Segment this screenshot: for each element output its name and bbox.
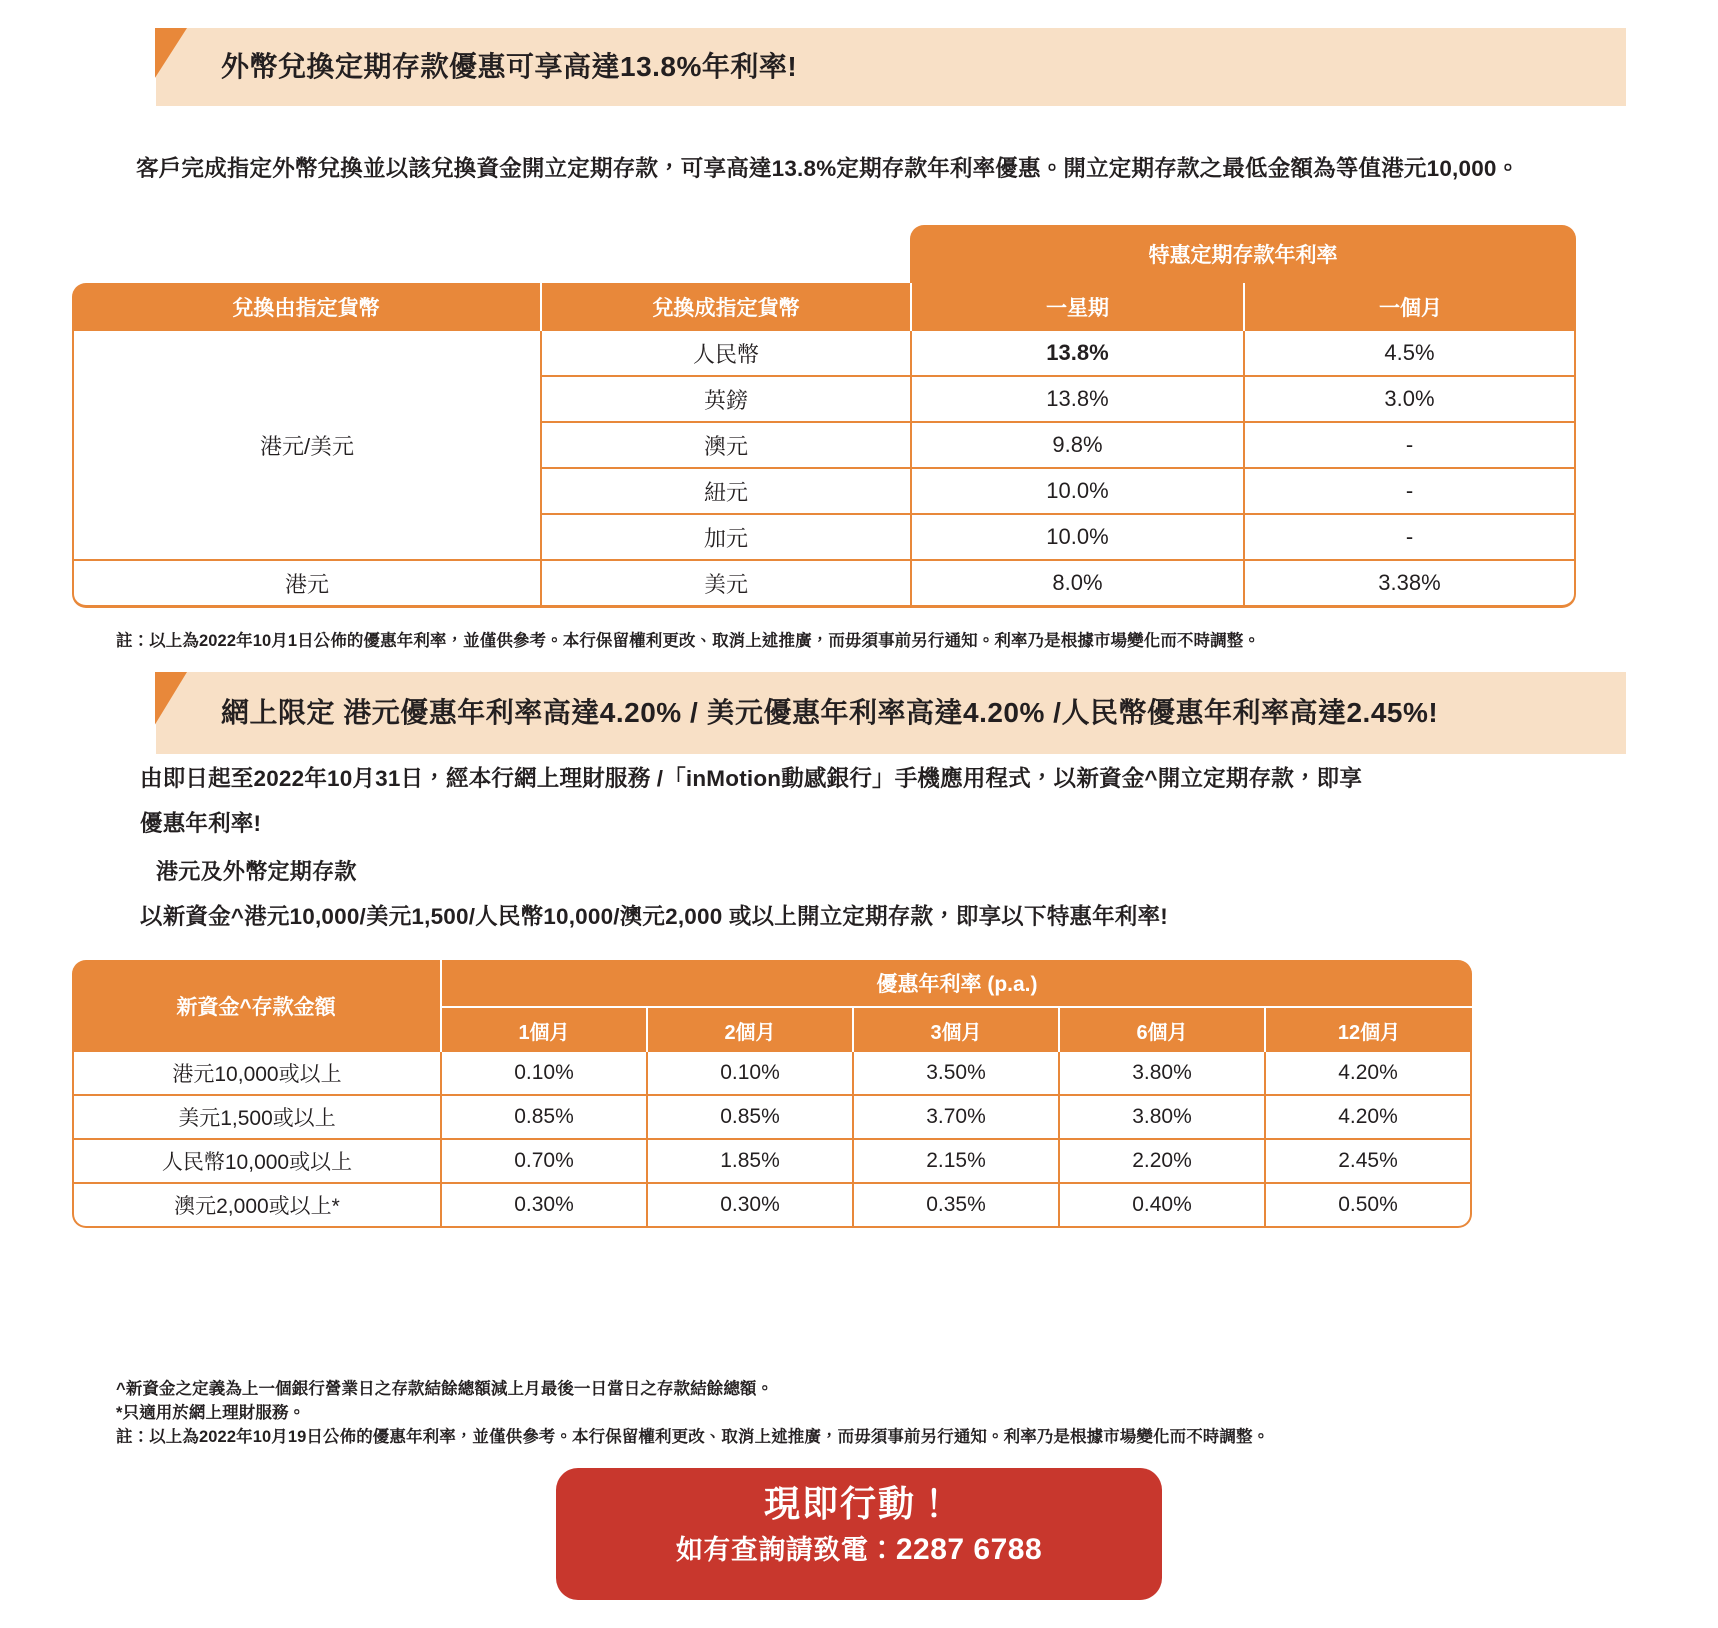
cell-rate-1month: -	[1243, 469, 1576, 515]
cell-currency-to: 加元	[540, 515, 910, 561]
header-tenor-2m: 2個月	[646, 1008, 852, 1052]
cell-rate-6m: 3.80%	[1058, 1096, 1264, 1140]
table2-group-header-row	[72, 960, 1472, 1008]
section2-banner-title: 網上限定 港元優惠年利率高達4.20% / 美元優惠年利率高達4.20% /人民幣優惠年利率高達2.45%!	[221, 697, 1439, 729]
section2-paragraph-line2: 優惠年利率!	[140, 811, 262, 836]
cell-rate-1month: -	[1243, 515, 1576, 561]
cta-subline	[556, 1530, 1162, 1569]
table-row	[72, 1096, 1472, 1140]
footnote-new-fund-definition: ^新資金之定義為上一個銀行營業日之存款結餘總額減上月最後一日當日之存款結餘總額。	[116, 1380, 774, 1398]
header-new-fund-amount: 新資金^存款金額	[72, 960, 440, 1052]
cell-rate-6m: 0.40%	[1058, 1184, 1264, 1228]
group-header-special-rate: 特惠定期存款年利率	[910, 225, 1576, 283]
cell-currency-to: 澳元	[540, 423, 910, 469]
header-tenor-1m: 1個月	[440, 1008, 646, 1052]
cell-rate-2m: 0.10%	[646, 1052, 852, 1096]
cta-headline: 現即行動！	[763, 1483, 954, 1524]
table-row-last	[72, 561, 1576, 608]
deposit-rate-table	[72, 960, 1472, 1228]
cell-currency-to: 英鎊	[540, 377, 910, 423]
header-exchange-from: 兌換由指定貨幣	[72, 283, 540, 331]
cell-rate-12m: 2.45%	[1264, 1140, 1472, 1184]
section1-banner-title: 外幣兌換定期存款優惠可享高達13.8%年利率!	[221, 51, 798, 83]
section2-subparagraph: 以新資金^港元10,000/美元1,500/人民幣10,000/澳元2,000 或以上開立定期存款，即享以下特惠年利率!	[140, 904, 1168, 929]
cell-rate-3m: 3.50%	[852, 1052, 1058, 1096]
header-tenor-3m: 3個月	[852, 1008, 1058, 1052]
header-one-week: 一星期	[910, 283, 1243, 331]
cell-rate-1week: 9.8%	[910, 423, 1243, 469]
cell-rate-1week: 10.0%	[910, 469, 1243, 515]
cell-deposit-label: 人民幣10,000或以上	[72, 1140, 440, 1184]
header-one-month: 一個月	[1243, 283, 1576, 331]
cell-rate-3m: 3.70%	[852, 1096, 1058, 1140]
section1-paragraph: 客戶完成指定外幣兌換並以該兌換資金開立定期存款，可享高達13.8%定期存款年利率優惠。開立定期存款之最低金額為等值港元10,000。	[136, 156, 1520, 181]
cta-phone-number[interactable]: 2287 6788	[895, 1533, 1043, 1566]
cell-rate-2m: 1.85%	[646, 1140, 852, 1184]
header-exchange-to: 兌換成指定貨幣	[540, 283, 910, 331]
table-group-header-row	[72, 225, 1576, 283]
cell-rate-3m: 2.15%	[852, 1140, 1058, 1184]
section2-paragraph-line1: 由即日起至2022年10月31日，經本行網上理財服務 /「inMotion動感銀行」手機應用程式，以新資金^開立定期存款，即享	[140, 766, 1363, 791]
cell-currency-to: 紐元	[540, 469, 910, 515]
cell-rate-1m: 0.10%	[440, 1052, 646, 1096]
cell-rate-2m: 0.30%	[646, 1184, 852, 1228]
section1-footnote: 註：以上為2022年10月1日公佈的優惠年利率，並僅供參考。本行保留權利更改、取消上述推廣，而毋須事前另行通知。利率乃是根據市場變化而不時調整。	[116, 632, 1260, 650]
cell-currency-to: 人民幣	[540, 331, 910, 377]
cell-rate-12m: 4.20%	[1264, 1096, 1472, 1140]
exchange-rate-table	[72, 225, 1576, 608]
cell-rate-12m: 4.20%	[1264, 1052, 1472, 1096]
footnote-online-only: *只適用於網上理財服務。	[116, 1404, 306, 1422]
cell-deposit-label: 澳元2,000或以上*	[72, 1184, 440, 1228]
cell-rate-1week: 8.0%	[910, 561, 1243, 608]
cell-group-label-hkd: 港元	[72, 561, 540, 608]
table-row	[72, 1184, 1472, 1228]
table-row	[72, 1052, 1472, 1096]
cell-rate-1month: -	[1243, 423, 1576, 469]
cell-group-label-hkd-usd: 港元/美元	[72, 331, 540, 561]
cell-rate-1month: 3.38%	[1243, 561, 1576, 608]
cell-rate-1m: 0.30%	[440, 1184, 646, 1228]
cell-rate-12m: 0.50%	[1264, 1184, 1472, 1228]
table-header-row	[72, 283, 1576, 331]
cell-rate-1week: 10.0%	[910, 515, 1243, 561]
cell-rate-1m: 0.70%	[440, 1140, 646, 1184]
cell-rate-2m: 0.85%	[646, 1096, 852, 1140]
footnote-rate-disclaimer: 註：以上為2022年10月19日公佈的優惠年利率，並僅供參考。本行保留權利更改、取消上述推廣，而毋須事前另行通知。利率乃是根據市場變化而不時調整。	[116, 1428, 1270, 1446]
cell-deposit-label: 港元10,000或以上	[72, 1052, 440, 1096]
cell-rate-1week: 13.8%	[910, 331, 1243, 377]
cell-rate-1month: 4.5%	[1243, 331, 1576, 377]
header-tenor-6m: 6個月	[1058, 1008, 1264, 1052]
section2-banner	[156, 672, 1626, 754]
empty-corner-cell-2	[540, 225, 910, 283]
header-preferential-rate-pa: 優惠年利率 (p.a.)	[440, 960, 1472, 1008]
cell-rate-1week: 13.8%	[910, 377, 1243, 423]
call-to-action-button[interactable]	[556, 1468, 1162, 1600]
table-row	[72, 1140, 1472, 1184]
header-tenor-12m: 12個月	[1264, 1008, 1472, 1052]
cell-rate-6m: 2.20%	[1058, 1140, 1264, 1184]
cell-rate-1month: 3.0%	[1243, 377, 1576, 423]
cell-deposit-label: 美元1,500或以上	[72, 1096, 440, 1140]
cell-rate-3m: 0.35%	[852, 1184, 1058, 1228]
section2-subheading: 港元及外幣定期存款	[156, 859, 357, 884]
cta-subline-text: 如有查詢請致電：	[675, 1535, 896, 1565]
cell-rate-6m: 3.80%	[1058, 1052, 1264, 1096]
cell-currency-to: 美元	[540, 561, 910, 608]
table-row	[72, 331, 1576, 377]
cell-rate-1m: 0.85%	[440, 1096, 646, 1140]
empty-corner-cell	[72, 225, 540, 283]
section1-banner	[156, 28, 1626, 106]
